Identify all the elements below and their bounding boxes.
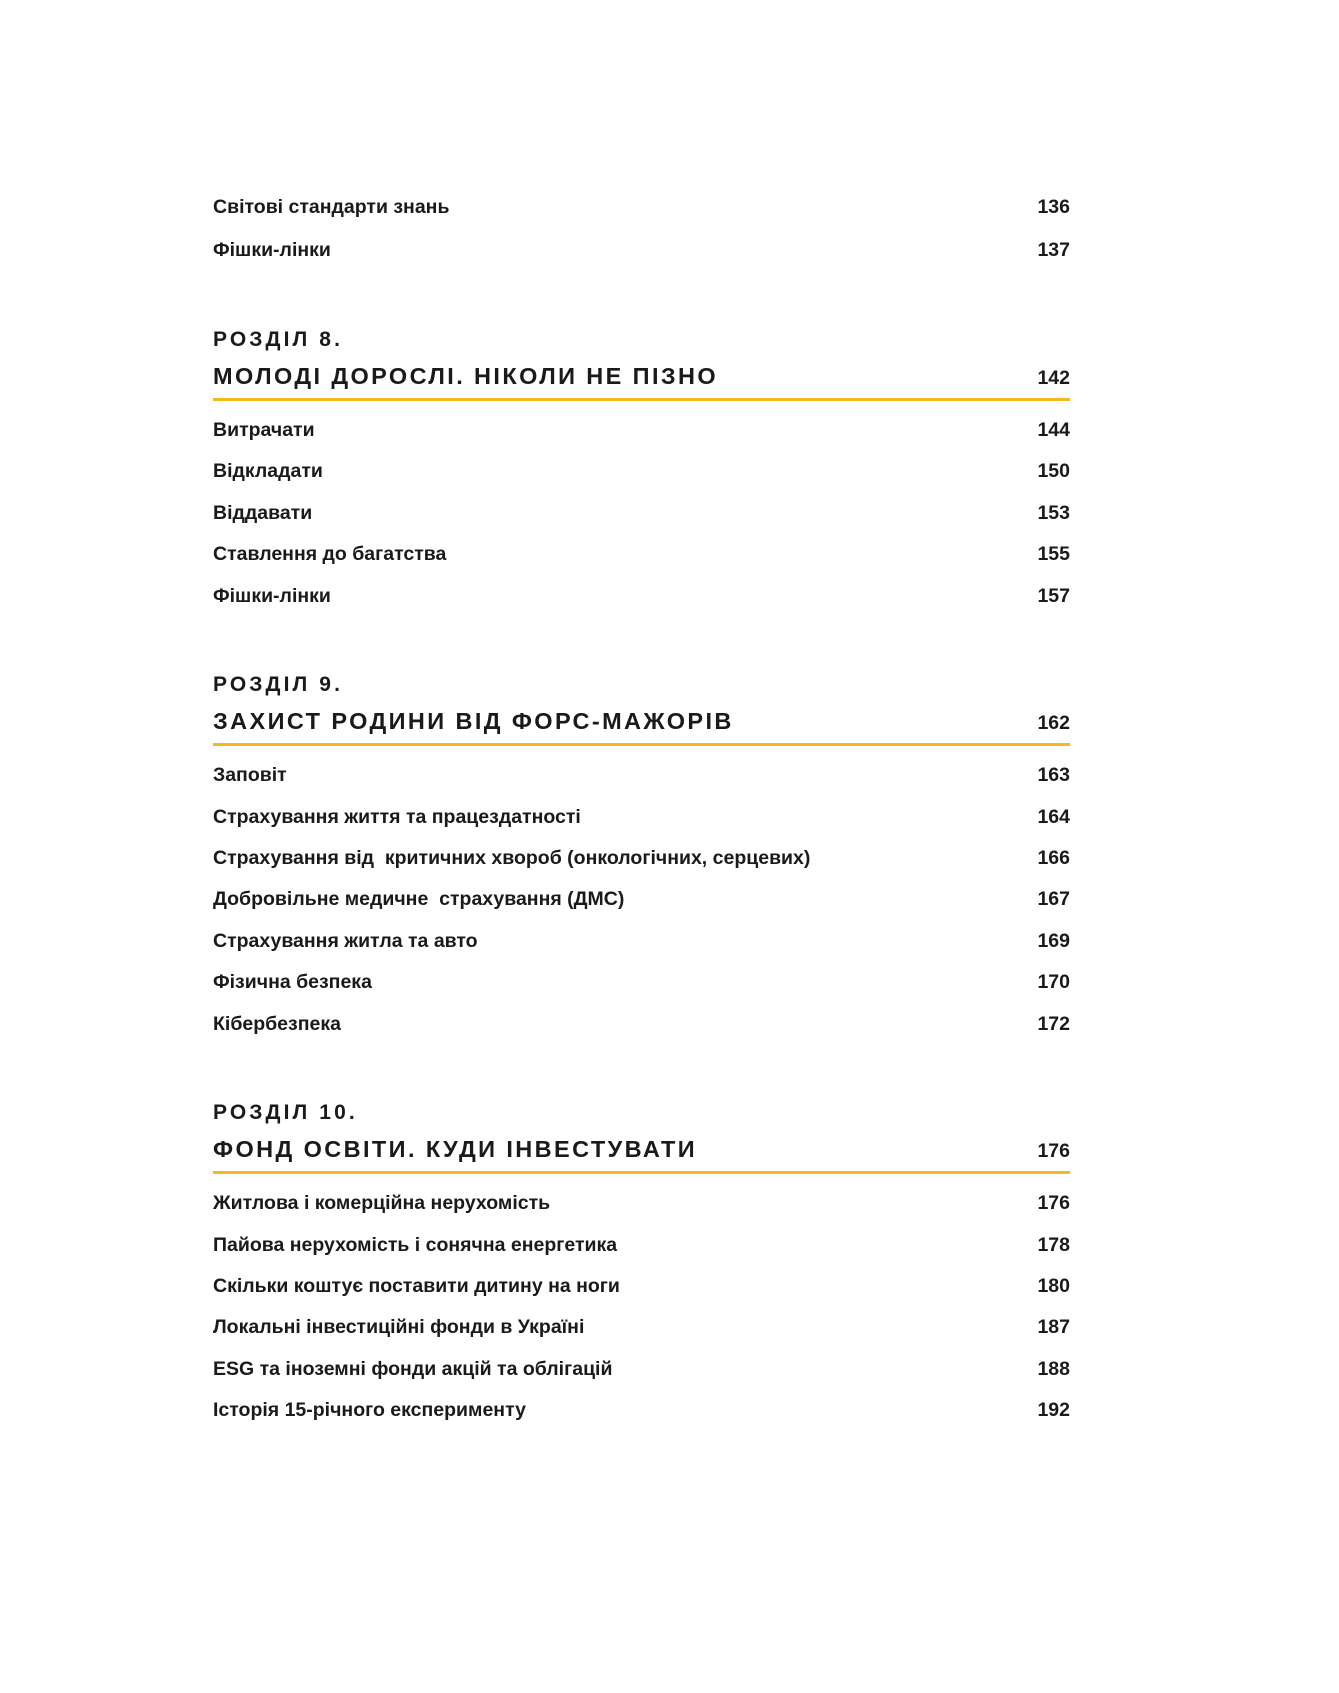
chapter-number-label: РОЗДІЛ 9. (213, 672, 343, 696)
chapter-page: 162 (1037, 711, 1070, 734)
toc-entry-page: 166 (1037, 847, 1070, 870)
toc-entry[interactable] (213, 764, 1070, 787)
toc-entry-title: Скільки коштує поставити дитину на ноги (213, 1275, 620, 1297)
toc-entry-title: Добровільне медичне страхування (ДМС) (213, 888, 625, 911)
toc-entry-page: 172 (1037, 1012, 1070, 1035)
toc-entry[interactable] (213, 1192, 1070, 1215)
toc-entry-page: 169 (1037, 929, 1070, 952)
toc-entry-page: 144 (1037, 419, 1070, 442)
toc-entry-title: Ставлення до багатства (213, 543, 447, 566)
chapter-item-list (213, 764, 1070, 1036)
chapter-block-10 (213, 1100, 1070, 1423)
toc-entry-page: 157 (1037, 584, 1070, 607)
chapter-item-list (213, 419, 1070, 608)
chapter-block-9 (213, 672, 1070, 1036)
toc-entry-title: Витрачати (213, 419, 315, 442)
chapter-page: 176 (1037, 1139, 1070, 1162)
chapter-title-row[interactable] (213, 707, 1070, 743)
toc-entry[interactable] (213, 847, 1070, 870)
toc-entry-title: Віддавати (213, 501, 313, 524)
toc-entry[interactable] (213, 239, 1070, 262)
chapter-divider-rule (213, 398, 1070, 401)
toc-entry[interactable] (213, 1316, 1070, 1339)
toc-entry-title: Заповіт (213, 764, 287, 787)
toc-entry-page: 192 (1037, 1399, 1070, 1422)
chapter-number-label: РОЗДІЛ 10. (213, 1100, 358, 1124)
toc-entry[interactable] (213, 543, 1070, 566)
toc-entry-page: 188 (1037, 1357, 1070, 1380)
toc-entry[interactable] (213, 1013, 1070, 1036)
chapter-title-row[interactable] (213, 1135, 1070, 1171)
toc-entry-title: Пайова нерухомість і сонячна енергетика (213, 1233, 618, 1256)
toc-entry-page: 178 (1037, 1233, 1070, 1256)
toc-entry-page: 163 (1037, 764, 1070, 787)
toc-entry-page: 164 (1037, 805, 1070, 828)
toc-entry-title: Фішки-лінки (213, 584, 331, 607)
toc-entry-page: 176 (1037, 1192, 1070, 1215)
toc-entry-page: 167 (1037, 888, 1070, 911)
chapter-title-row[interactable] (213, 362, 1070, 398)
toc-entry[interactable] (213, 502, 1070, 525)
lead-entry-group (213, 196, 1070, 263)
toc-entry[interactable] (213, 419, 1070, 442)
toc-entry-page: 136 (1037, 196, 1070, 218)
toc-entry[interactable] (213, 806, 1070, 829)
toc-entry-page: 170 (1037, 971, 1070, 994)
toc-entry-title: ESG та іноземні фонди акцій та облігацій (213, 1357, 613, 1380)
toc-entry[interactable] (213, 971, 1070, 994)
chapter-title: ЗАХИСТ РОДИНИ ВІД ФОРС-МАЖОРІВ (213, 707, 734, 734)
toc-entry-title: Житлова і комерційна нерухомість (213, 1192, 551, 1215)
toc-entry-page: 180 (1037, 1275, 1070, 1297)
toc-entry[interactable] (213, 1358, 1070, 1381)
toc-entry-title: Фішки-лінки (213, 239, 331, 262)
toc-entry-title: Відкладати (213, 460, 323, 483)
toc-entry-page: 153 (1037, 501, 1070, 524)
toc-entry[interactable] (213, 585, 1070, 608)
toc-entry-page: 155 (1037, 543, 1070, 566)
toc-entry[interactable] (213, 930, 1070, 953)
toc-entry[interactable] (213, 196, 1070, 219)
toc-entry-page: 187 (1037, 1316, 1070, 1339)
chapter-page: 142 (1037, 366, 1070, 389)
toc-entry[interactable] (213, 1399, 1070, 1422)
toc-entry[interactable] (213, 888, 1070, 911)
toc-entry-title: Фізична безпека (213, 971, 372, 994)
chapter-divider-rule (213, 743, 1070, 746)
toc-entry[interactable] (213, 1234, 1070, 1257)
toc-entry-title: Страхування від критичних хвороб (онкологічних, серцевих) (213, 847, 811, 870)
chapter-item-list (213, 1192, 1070, 1422)
toc-entry-page: 137 (1037, 239, 1070, 262)
toc-entry-page: 150 (1037, 460, 1070, 483)
toc-entry-title: Страхування життя та працездатності (213, 805, 581, 828)
chapter-title: ФОНД ОСВІТИ. КУДИ ІНВЕСТУВАТИ (213, 1135, 698, 1162)
toc-entry[interactable] (213, 460, 1070, 483)
toc-entry-title: Кібербезпека (213, 1012, 341, 1035)
toc-entry-title: Історія 15-річного експерименту (213, 1399, 526, 1422)
toc-entry[interactable] (213, 1275, 1070, 1298)
toc-entry-title: Світові стандарти знань (213, 196, 450, 218)
chapter-number-label: РОЗДІЛ 8. (213, 327, 343, 351)
toc-entry-title: Локальні інвестиційні фонди в Україні (213, 1316, 585, 1339)
chapter-block-8 (213, 327, 1070, 608)
table-of-contents (213, 196, 1070, 1441)
toc-entry-title: Страхування житла та авто (213, 929, 478, 952)
chapter-divider-rule (213, 1171, 1070, 1174)
chapter-title: МОЛОДІ ДОРОСЛІ. НІКОЛИ НЕ ПІЗНО (213, 362, 719, 389)
